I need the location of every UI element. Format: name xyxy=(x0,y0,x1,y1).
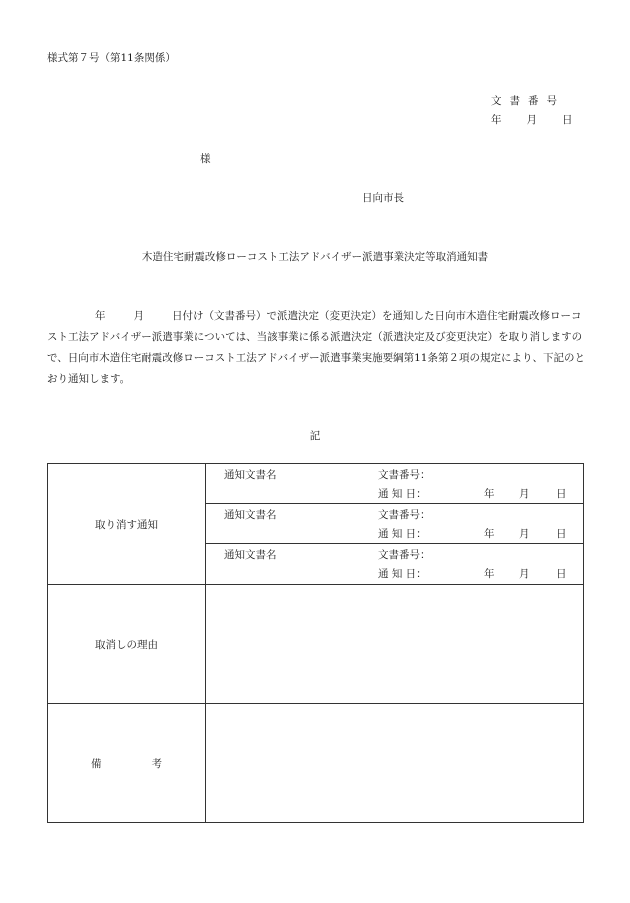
document-date xyxy=(491,112,573,127)
notice-date-label: 通 知 日： xyxy=(378,488,427,500)
notes-cell xyxy=(206,704,584,823)
notice-name-label: 通知文書名 xyxy=(224,469,277,481)
notice-date-label: 通 知 日： xyxy=(378,568,427,580)
body-month: 月 xyxy=(133,310,144,322)
notes-label-b: 考 xyxy=(151,757,162,770)
recipient-honorific: 様 xyxy=(200,153,211,165)
document-title: 木造住宅耐震改修ローコスト工法アドバイザー派遣事業決定等取消通知書 xyxy=(141,251,489,263)
notice-day: 日 xyxy=(556,528,567,540)
ki-heading: 記 xyxy=(309,430,321,442)
notice-day: 日 xyxy=(556,488,567,500)
date-year: 年 xyxy=(491,114,502,126)
notice-table xyxy=(47,463,584,823)
notice-number-label: 文書番号： xyxy=(378,549,431,561)
notice-month: 月 xyxy=(519,488,530,500)
document-number-label: 文書番号 xyxy=(491,95,565,107)
date-day: 日 xyxy=(562,114,573,126)
notice-month: 月 xyxy=(519,528,530,540)
notice-name-label: 通知文書名 xyxy=(224,549,277,561)
notice-number-label: 文書番号： xyxy=(378,509,431,521)
notice-year: 年 xyxy=(484,568,495,580)
date-month: 月 xyxy=(526,114,537,126)
notice-year: 年 xyxy=(484,488,495,500)
sender-name: 日向市長 xyxy=(362,192,404,204)
notice-day: 日 xyxy=(556,568,567,580)
notice-item xyxy=(206,504,583,544)
table-row-notices xyxy=(48,464,584,585)
body-paragraph xyxy=(47,306,587,390)
notices-cell xyxy=(206,464,584,585)
table-row-reason xyxy=(48,585,584,704)
notice-number-label: 文書番号： xyxy=(378,469,431,481)
notice-month: 月 xyxy=(519,568,530,580)
notes-label-a: 備 xyxy=(91,757,102,770)
body-year: 年 xyxy=(95,310,106,322)
notice-year: 年 xyxy=(484,528,495,540)
notice-item xyxy=(206,464,583,504)
notice-name-label: 通知文書名 xyxy=(224,509,277,521)
body-text: 日付け（文書番号）で派遣決定（変更決定）を通知した日向市木造住宅耐震改修ローコスト工法アドバイザー派遣事業については、当該事業に係る派遣決定（派遣決定及び変更決定）を取り消しますので、日向市木造住宅耐震改修ローコスト工法アドバイザー派遣事業実施要綱第11条第２項の規定により、下記のとおり通知します。 xyxy=(47,310,585,385)
form-number: 様式第７号（第11条関係） xyxy=(47,52,176,64)
reason-cell xyxy=(206,585,584,704)
notice-item xyxy=(206,544,583,584)
row-label-notes xyxy=(48,704,206,823)
row-label-cancel-notice: 取り消す通知 xyxy=(48,464,206,585)
table-row-notes xyxy=(48,704,584,823)
row-label-reason: 取消しの理由 xyxy=(48,585,206,704)
notice-date-label: 通 知 日： xyxy=(378,528,427,540)
